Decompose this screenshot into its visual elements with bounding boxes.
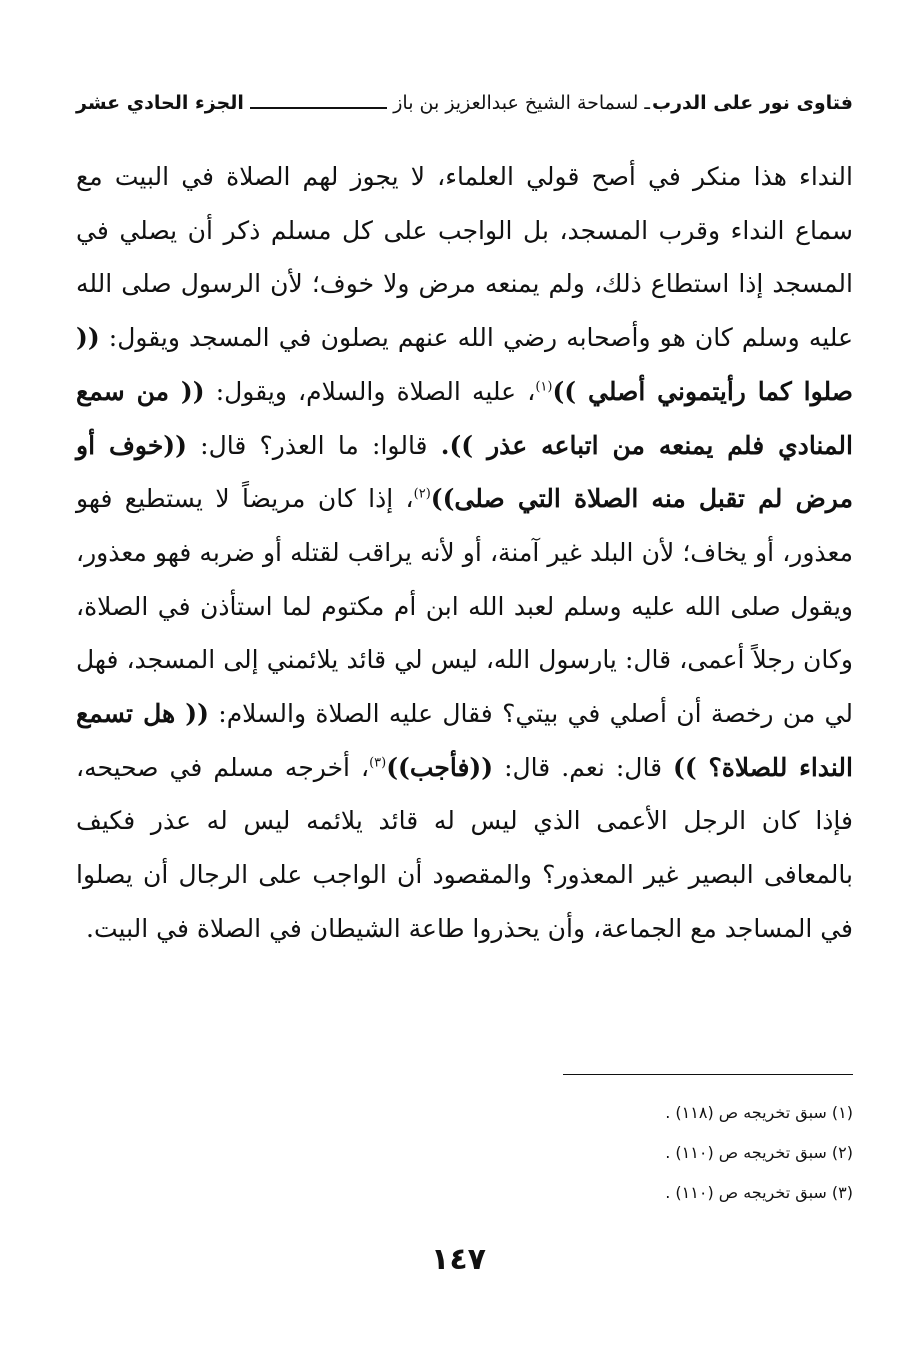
body-text-segment: قال: نعم. قال: <box>493 752 674 782</box>
body-text-segment: قالوا: ما العذر؟ قال: <box>186 430 441 460</box>
volume-title: الجزء الحادي عشر <box>76 92 244 114</box>
footnote-marker[interactable]: (١) <box>535 379 553 395</box>
hadith-quote: ((خوف أو مرض لم تقبل منه الصلاة التي صلى)) <box>76 430 853 514</box>
body-text-segment: ، أخرجه مسلم في صحيحه، فإذا كان الرجل الأعمى الذي ليس له قائد يلائمه ليس له عذر فكيف بالمعافى البصير غير المعذور؟ والمقصود أن الواجب على الرجال أن يصلوا في المساجد مع الجماعة، وأن يحذروا طاعة الشيطان في الصلاة في البيت. <box>76 752 853 943</box>
footnote-item: (١) سبق تخريجه ص (١١٨) . <box>665 1103 853 1122</box>
body-text-segment: ، عليه الصلاة والسلام، ويقول: <box>204 376 536 406</box>
series-title: فتاوى نور على الدرب <box>652 92 853 114</box>
author-name: ـ لسماحة الشيخ عبدالعزيز بن باز <box>393 92 650 114</box>
footnote-marker[interactable]: (٣) <box>369 755 387 771</box>
footnote-marker[interactable]: (٢) <box>413 486 431 502</box>
header-rule <box>250 107 387 109</box>
hadith-quote: (( من سمع المنادي فلم يمنعه من اتباعه عذر )). <box>76 376 853 460</box>
footnotes <box>293 1093 853 1213</box>
footnote-item: (٢) سبق تخريجه ص (١١٠) . <box>665 1143 853 1162</box>
hadith-quote: ((فأجب)) <box>386 752 494 782</box>
fatwa-body <box>76 150 853 956</box>
footnote-item: (٣) سبق تخريجه ص (١١٠) . <box>665 1183 853 1202</box>
body-text-segment: النداء هذا منكر في أصح قولي العلماء، لا يجوز لهم الصلاة في البيت مع سماع النداء وقرب المسجد، بل الواجب على كل مسلم ذكر أن يصلي في المسجد إذا استطاع ذلك، ولم يمنعه مرض ولا خوف؛ لأن الرسول صلى الله عليه وسلم كان هو وأصحابه رضي الله عنهم يصلون في المسجد ويقول: <box>76 162 853 353</box>
hadith-quote: (( هل تسمع النداء للصلاة؟ )) <box>76 699 853 782</box>
body-text-segment: ، إذا كان مريضاً لا يستطيع فهو معذور، أو يخاف؛ لأن البلد غير آمنة، أو لأنه يراقب لقتله أو ضربه فهو معذور، ويقول صلى الله عليه وسلم لعبد الله ابن أم مكتوم لما استأذن في الصلاة، وكان رجلاً أعمى، قال: يارسول الله، ليس لي قائد يلائمني إلى المسجد، فهل لي من رخصة أن أصلي في بيتي؟ فقال عليه الصلاة والسلام: <box>76 484 854 729</box>
footnote-separator <box>563 1074 853 1075</box>
hadith-quote: (( صلوا كما رأيتموني أصلي )) <box>76 323 853 406</box>
page-number: ١٤٧ <box>431 1242 486 1277</box>
running-header <box>76 86 853 120</box>
